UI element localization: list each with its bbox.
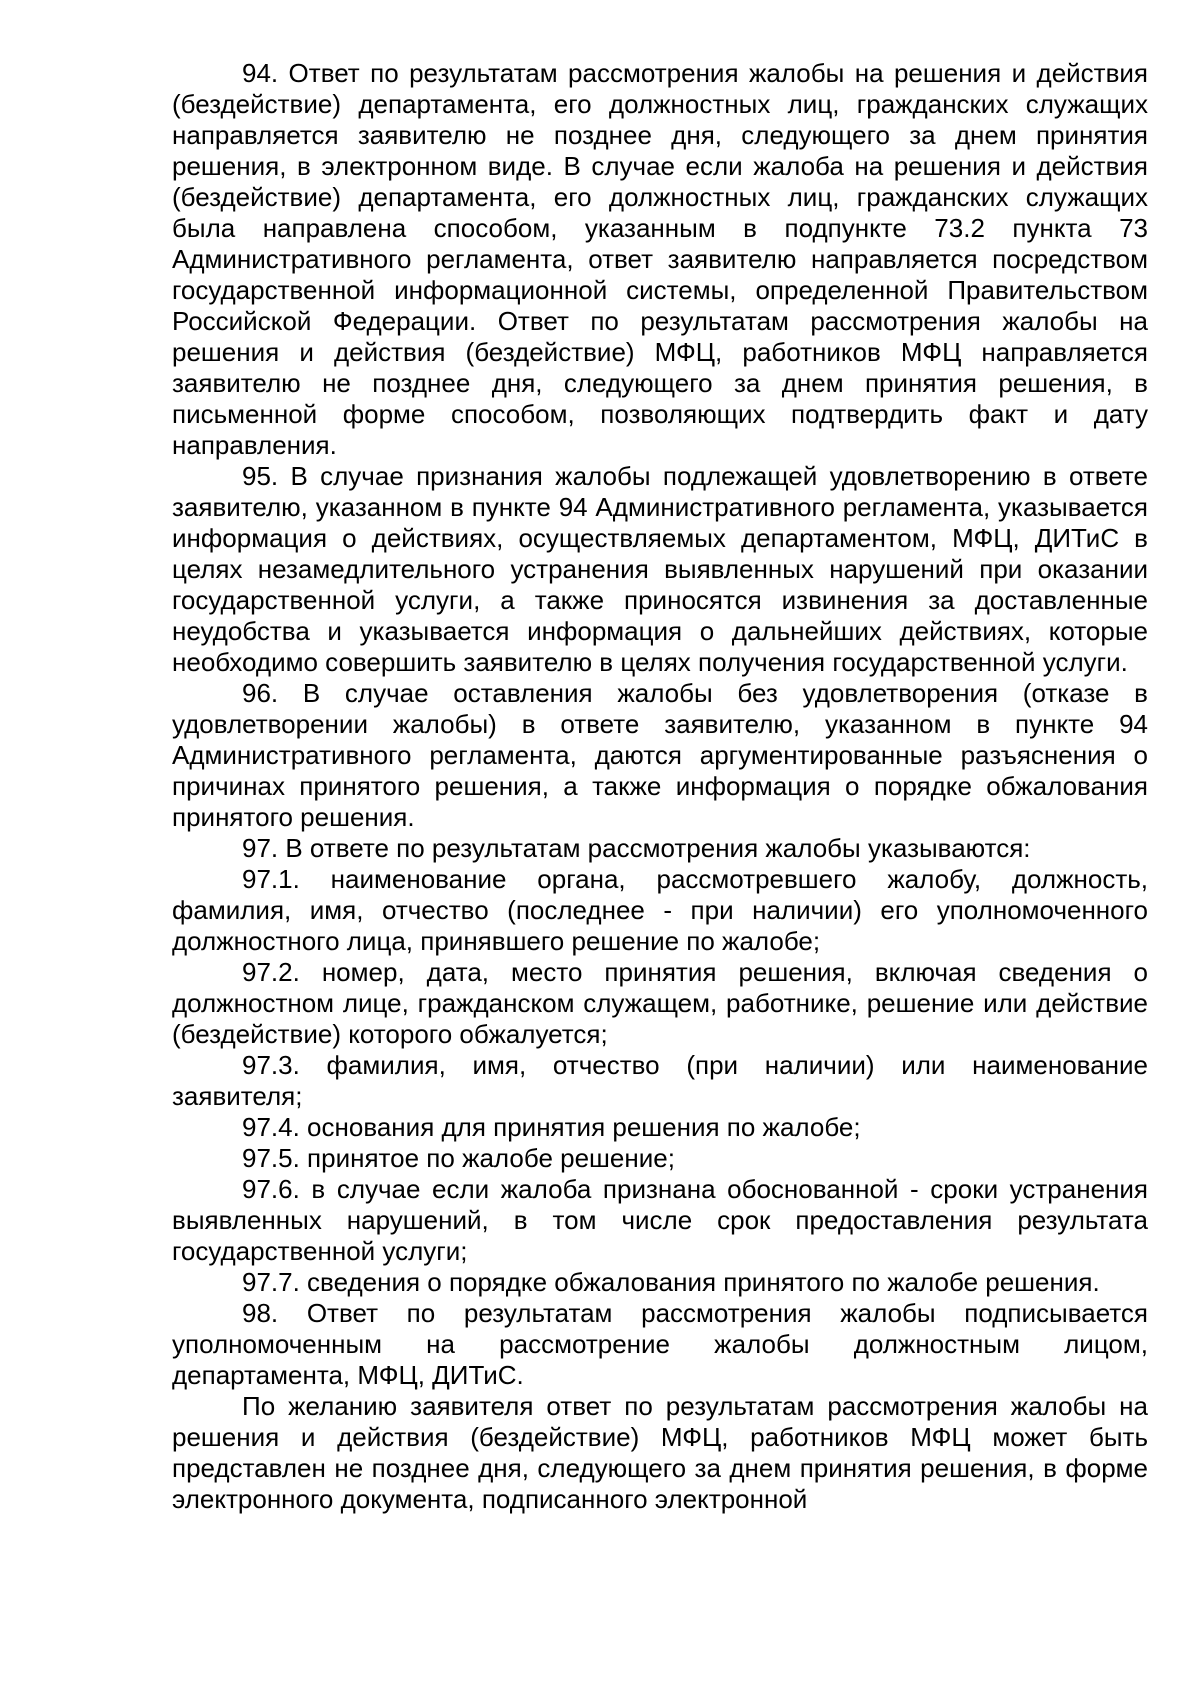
paragraph-closing: По желанию заявителя ответ по результатам рассмотрения жалобы на решения и действия (бездействие) МФЦ, работников МФЦ может быть представлен не позднее дня, следующего за днем принятия решения, в форме электронного документа, подписанного электронной (172, 1391, 1148, 1514)
paragraph-97-3: 97.3. фамилия, имя, отчество (при наличии) или наименование заявителя; (172, 1050, 1148, 1111)
paragraph-95: 95. В случае признания жалобы подлежащей удовлетворению в ответе заявителю, указанном в пункте 94 Административного регламента, указывается информация о действиях, осуществляемых департаментом, МФЦ, ДИТиС в целях незамедлительного устранения выявленных нарушений при оказании государственной услуги, а также приносятся извинения за доставленные неудобства и указывается информация о дальнейших действиях, которые необходимо совершить заявителю в целях получения государственной услуги. (172, 461, 1148, 677)
paragraph-97: 97. В ответе по результатам рассмотрения жалобы указываются: (242, 833, 1031, 863)
paragraph-96: 96. В случае оставления жалобы без удовлетворения (отказе в удовлетворении жалобы) в ответе заявителю, указанном в пункте 94 Административного регламента, даются аргументированные разъяснения о причинах принятого решения, а также информация о порядке обжалования принятого решения. (172, 678, 1148, 832)
paragraph-97-4: 97.4. основания для принятия решения по жалобе; (242, 1112, 861, 1142)
document-body (172, 58, 1148, 1515)
paragraph-98: 98. Ответ по результатам рассмотрения жалобы подписывается уполномоченным на рассмотрение жалобы должностным лицом, департамента, МФЦ, ДИТиС. (172, 1298, 1148, 1390)
paragraph-97-2: 97.2. номер, дата, место принятия решения, включая сведения о должностном лице, гражданском служащем, работнике, решение или действие (бездействие) которого обжалуется; (172, 957, 1148, 1049)
paragraph-97-5: 97.5. принятое по жалобе решение; (242, 1143, 675, 1173)
paragraph-97-1: 97.1. наименование органа, рассмотревшего жалобу, должность, фамилия, имя, отчество (последнее - при наличии) его уполномоченного должностного лица, принявшего решение по жалобе; (172, 864, 1148, 956)
paragraph-97-7: 97.7. сведения о порядке обжалования принятого по жалобе решения. (242, 1267, 1100, 1297)
paragraph-94: 94. Ответ по результатам рассмотрения жалобы на решения и действия (бездействие) департамента, его должностных лиц, гражданских служащих направляется заявителю не позднее дня, следующего за днем принятия решения, в электронном виде. В случае если жалоба на решения и действия (бездействие) департамента, его должностных лиц, гражданских служащих была направлена способом, указанным в подпункте 73.2 пункта 73 Административного регламента, ответ заявителю направляется посредством государственной информационной системы, определенной Правительством Российской Федерации. Ответ по результатам рассмотрения жалобы на решения и действия (бездействие) МФЦ, работников МФЦ направляется заявителю не позднее дня, следующего за днем принятия решения, в письменной форме способом, позволяющих подтвердить факт и дату направления. (172, 58, 1148, 460)
paragraph-97-6: 97.6. в случае если жалоба признана обоснованной - сроки устранения выявленных нарушений, в том числе срок предоставления результата государственной услуги; (172, 1174, 1148, 1266)
